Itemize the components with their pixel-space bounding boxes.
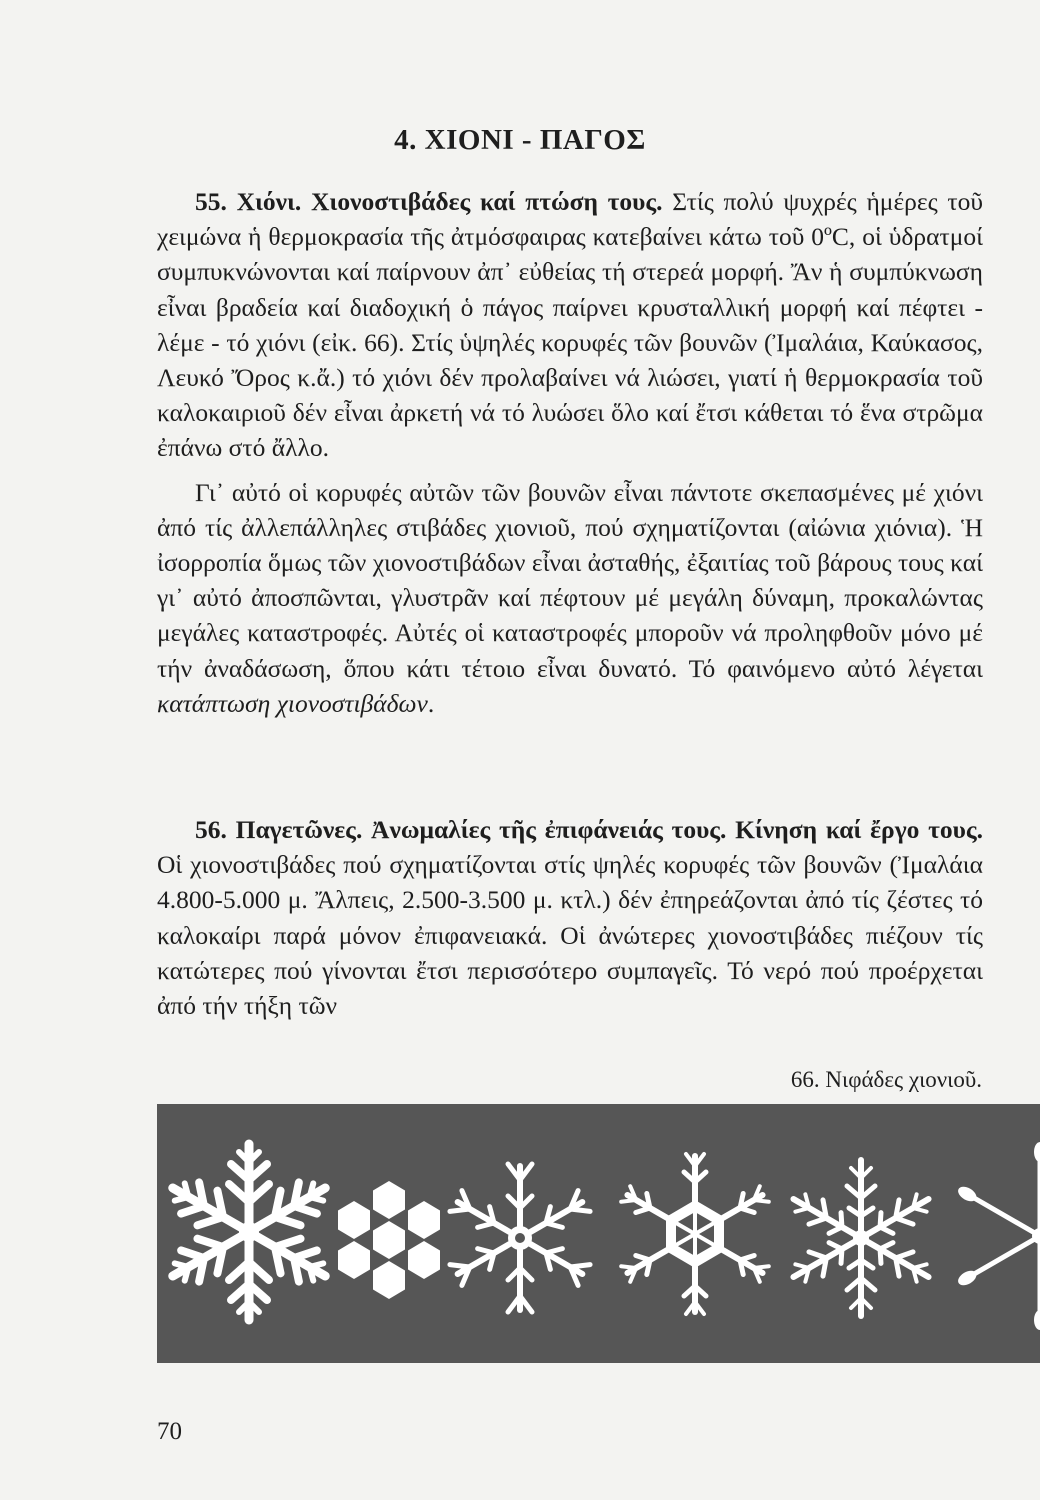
term-avalanche: κατάπτωση χιονοστιβάδων xyxy=(157,688,428,718)
snowflake-2 xyxy=(338,1181,440,1299)
snowflake-6 xyxy=(956,1142,1040,1330)
snowflake-1 xyxy=(163,1144,335,1320)
section-55-heading: 55. Χιόνι. Χιονοστιβάδες καί πτώση τους. xyxy=(195,187,663,216)
chapter-title: 4. ΧΙΟΝΙ - ΠΑΓΟΣ xyxy=(394,124,646,156)
section-55-paragraph-1 xyxy=(157,184,983,466)
snowflake-3 xyxy=(450,1164,590,1312)
snowflakes-illustration xyxy=(157,1104,1040,1363)
snowflake-4 xyxy=(620,1154,770,1314)
section-55 xyxy=(157,184,983,721)
section-56-paragraph-1 xyxy=(157,812,983,1023)
section-56 xyxy=(157,812,983,1023)
section-56-paragraph-1-text: Οἱ χιονοστιβάδες πού σχηματίζονται στίς ψηλές κορυφές τῶν βουνῶν (Ἰμαλάια 4.800-5.000 μ. Ἄλπεις, 2.500-3.500 μ. κτλ.) δέν ἐπηρεάζονται ἀπό τίς ζέστες τό καλοκαίρι παρά μόνον ἐπιφανειακά. Οἱ ἀνώτερες χιονοστιβάδες πιέζουν τίς κατώτερες πού γίνονται ἔτσι περισσότερο συμπαγεῖς. Τό νερό πού προέρχεται ἀπό τήν τήξη τῶν xyxy=(157,850,983,1021)
snowflake-figure xyxy=(157,1104,1040,1363)
figure-caption: 66. Νιφάδες χιονιοῦ. xyxy=(790,1067,982,1092)
snowflake-5 xyxy=(786,1160,935,1316)
page-number: 70 xyxy=(157,1418,182,1445)
section-55-paragraph-2-end: . xyxy=(427,688,435,718)
section-55-paragraph-2 xyxy=(157,475,983,721)
section-55-paragraph-1-text: Στίς πολύ ψυχρές ἡμέρες τοῦ χειμώνα ἡ θερμοκρασία τῆς ἀτμόσφαιρας κατεβαίνει κάτω τοῦ 0ºC, οἱ ὑδρατμοί συμπυκνώνονται καί παίρνουν ἀπ᾿ εὐθείας τή στερεά μορφή. Ἄν ἡ συμπύκνωση εἶναι βραδεία καί διαδοχική ὁ πάγος παίρνει κρυσταλλική μορφή καί πέφτει - λέμε - τό χιόνι (εἰκ. 66). Στίς ὑψηλές κορυφές τῶν βουνῶν (Ἰμαλάια, Καύκασος, Λευκό Ὄρος κ.ἄ.) τό χιόνι δέν προλαβαίνει νά λιώσει, γιατί ἡ θερμοκρασία τοῦ καλοκαιριοῦ δέν εἶναι ἀρκετή νά τό λυώσει ὅλο καί ἔτσι κάθεται τό ἕνα στρῶμα ἐπάνω στό ἄλλο. xyxy=(157,187,983,463)
section-55-paragraph-2-text: Γι᾿ αὐτό οἱ κορυφές αὐτῶν τῶν βουνῶν εἶναι πάντοτε σκεπασμένες μέ χιόνι ἀπό τίς ἀλλεπάλληλες στιβάδες χιονιοῦ, πού σχηματίζονται (αἰώνια χιόνια). Ἡ ἰσορροπία ὅμως τῶν χιονοστιβάδων εἶναι ἀσταθής, ἐξαιτίας τοῦ βάρους τους καί γι᾿ αὐτό ἀποσπῶνται, γλυστρᾶν καί πέφτουν μέ μεγάλη δύναμη, προκαλώντας μεγάλες καταστροφές. Αὐτές οἱ καταστροφές μποροῦν νά προληφθοῦν μόνο μέ τήν ἀναδάσωση, ὅπου κάτι τέτοιο εἶναι δυνατό. Τό φαινόμενο αὐτό λέγεται xyxy=(157,477,983,683)
section-56-heading: 56. Παγετῶνες. Ἀνωμαλίες τῆς ἐπιφάνειάς τους. Κίνηση καί ἔργο τους. xyxy=(195,815,983,844)
